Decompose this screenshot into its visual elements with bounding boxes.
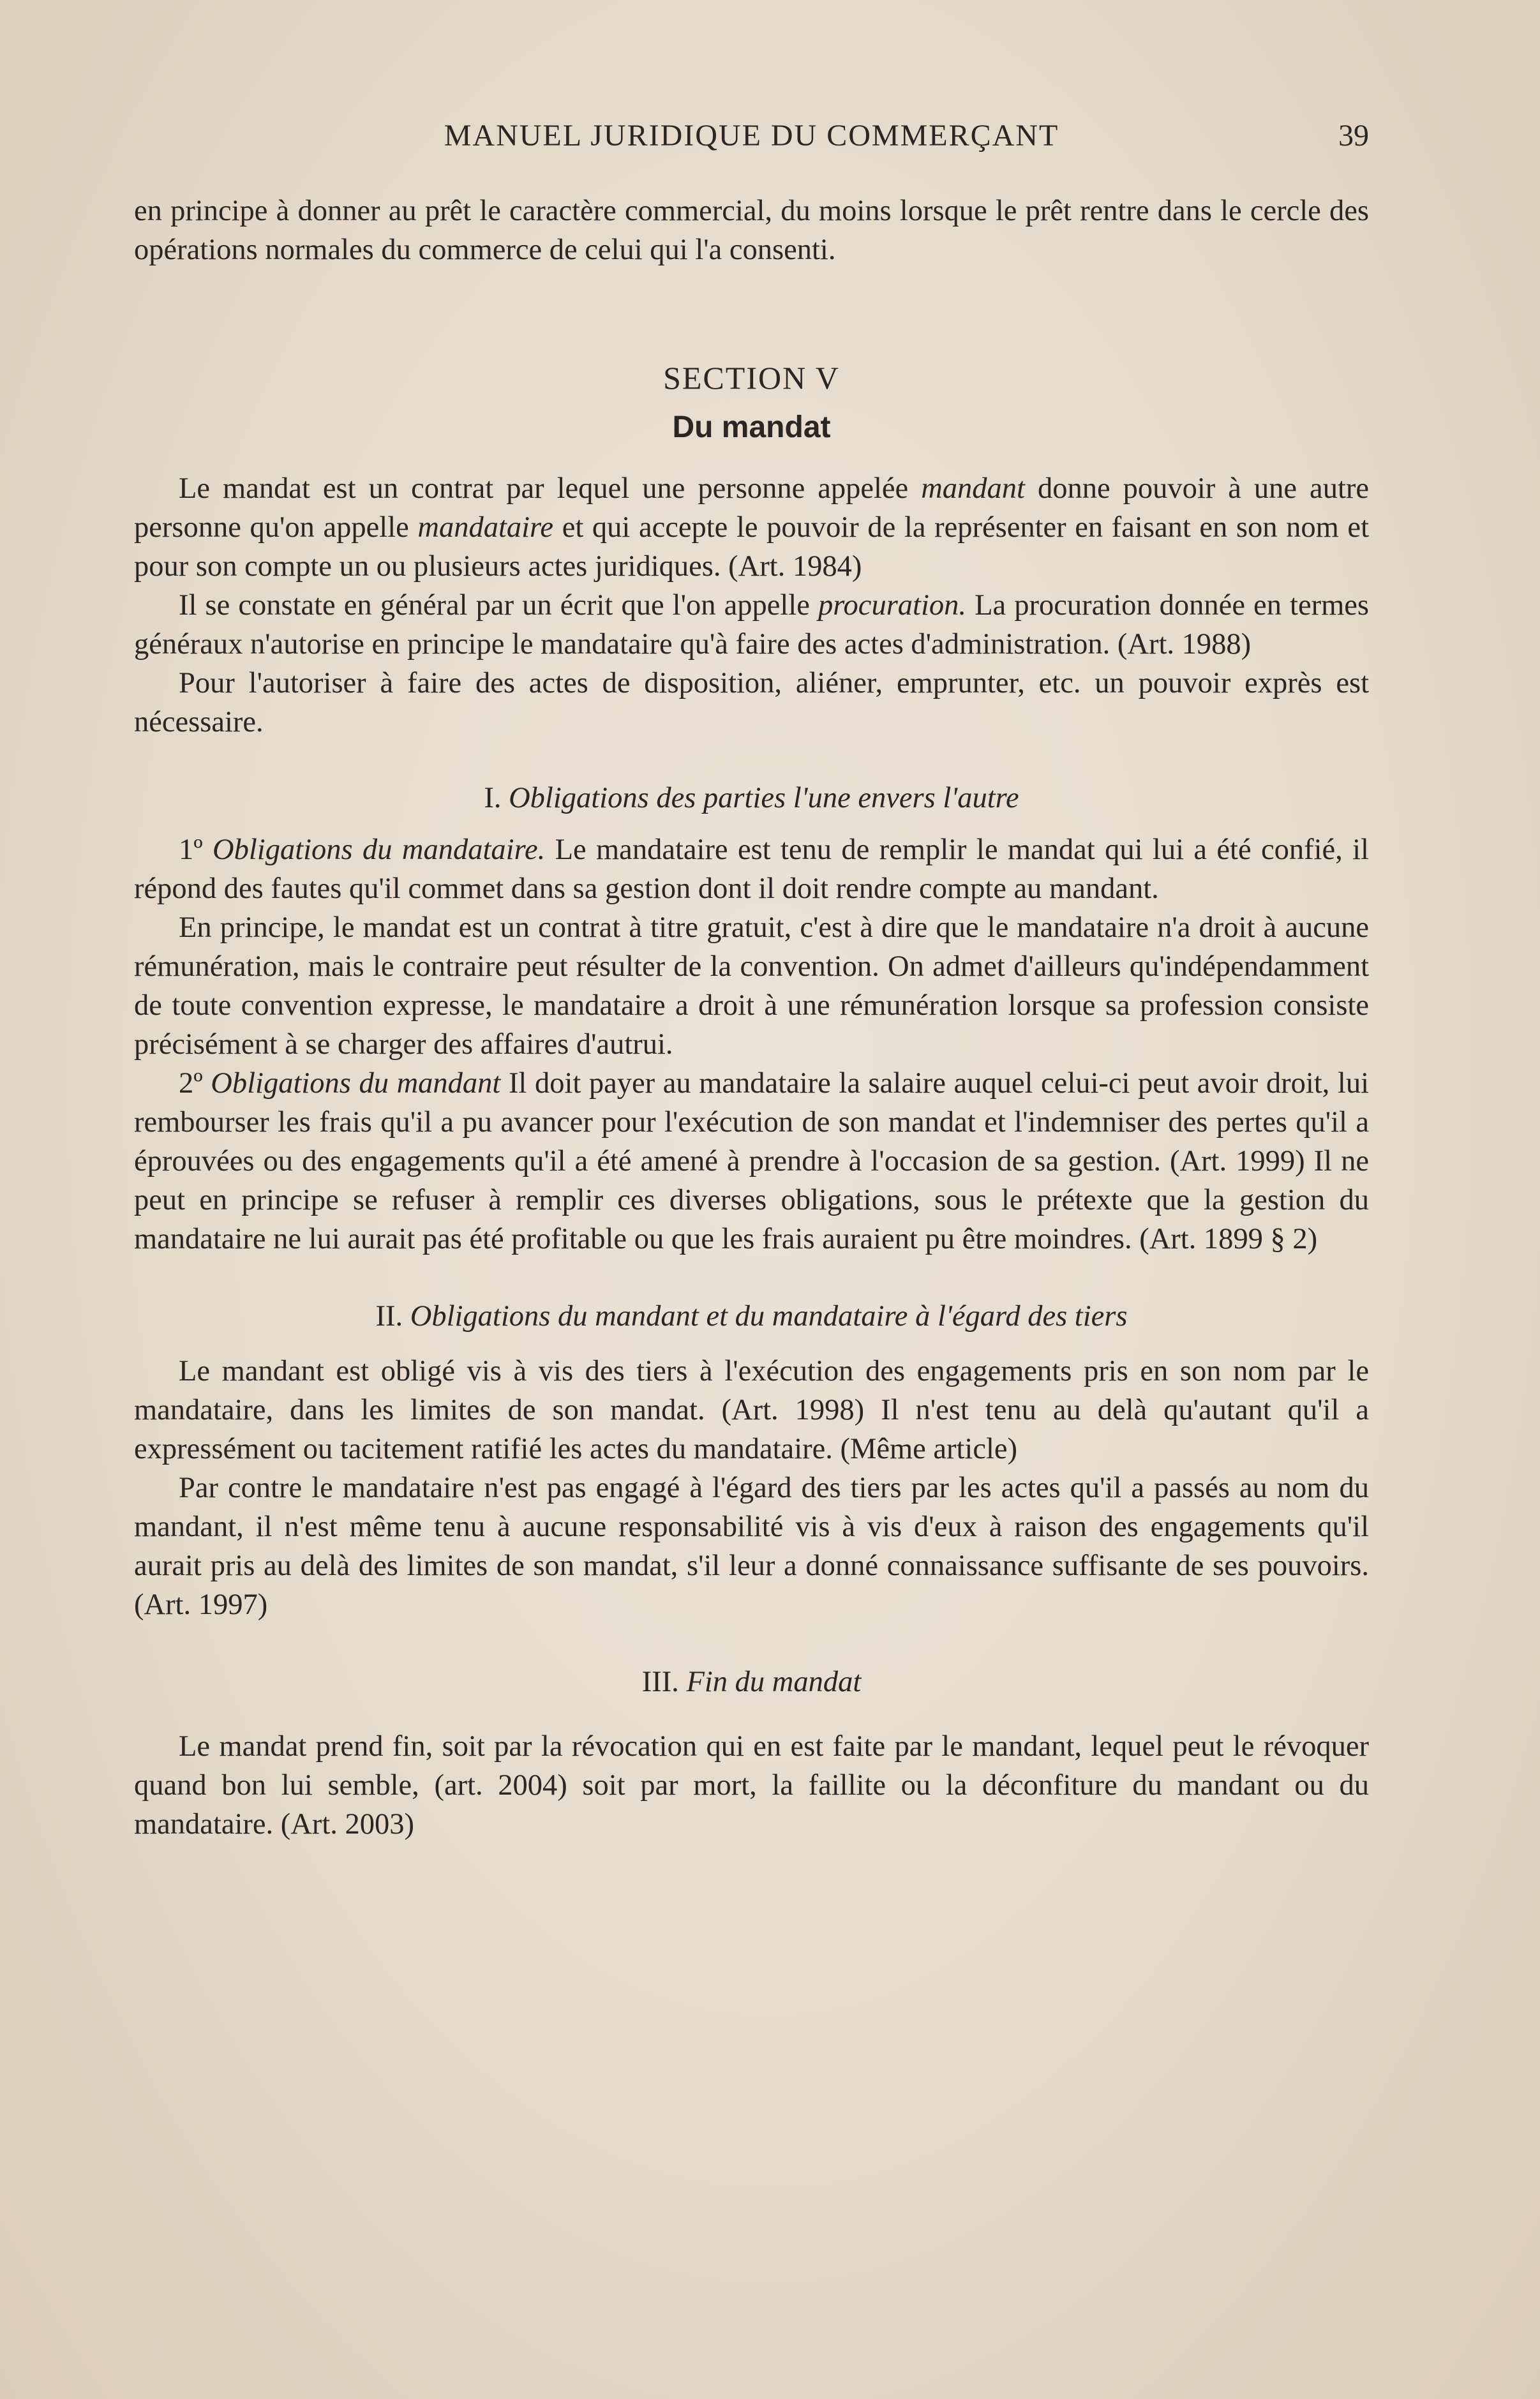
text-run: et qui accepte le pouvoir de la représenter en faisant en son nom et pour son compte un ou plusieurs actes juridiques. (Art. 1984)	[134, 511, 1369, 583]
running-title: MANUEL JURIDIQUE DU COMMERÇANT	[444, 119, 1059, 153]
subheading-fin-mandat	[134, 1663, 1369, 1701]
text-run: Le mandat est un contrat par lequel une personne appelée	[179, 472, 922, 505]
subheading-text: Obligations du mandant et du mandataire à l'égard des tiers	[410, 1300, 1128, 1333]
intro-paragraph: en principe à donner au prêt le caractère commercial, du moins lorsque le prêt rentre dans le cercle des opérations normales du commerce de celui qui l'a consenti.	[134, 195, 1369, 266]
item-number: 2º	[179, 1067, 211, 1100]
section-title: SECTION V	[663, 360, 840, 396]
term-mandant: mandant	[921, 472, 1025, 505]
subheading-text: Obligations des parties l'une envers l'autre	[509, 782, 1019, 814]
subheading-obligations-tiers	[134, 1297, 1369, 1336]
text-run: Il se constate en général par un écrit que l'on appelle	[179, 589, 818, 622]
term-procuration: procuration.	[818, 589, 967, 622]
page-number: 39	[1338, 119, 1369, 153]
term-mandataire: mandataire	[417, 511, 554, 544]
disposition-paragraph: Pour l'autoriser à faire des actes de disposition, aliéner, emprunter, etc. un pouvoir exprès est nécessaire.	[134, 667, 1369, 738]
subheading-number: II.	[375, 1300, 410, 1333]
procuration-paragraph	[134, 586, 1369, 664]
item-term: Obligations du mandataire.	[213, 833, 546, 866]
text-run: donne pouvoir à une autre personne qu'on appelle	[134, 472, 1369, 544]
fin-mandat-paragraph: Le mandat prend fin, soit par la révocation qui en est faite par le mandant, lequel peut le révoquer quand bon lui semble, (art. 2004) soit par mort, la faillite ou la déconfiture du mandant ou du mandataire. (Art. 2003)	[134, 1730, 1369, 1841]
mandant-obligations-paragraph	[134, 1064, 1369, 1259]
section-subtitle: Du mandat	[672, 410, 831, 444]
item-term: Obligations du mandant	[211, 1067, 501, 1100]
text-run: Il doit payer au mandataire la salaire auquel celui-ci peut avoir droit, lui rembourser les frais qu'il a pu avancer pour l'exécution de son mandat et l'indemniser des pertes qu'il a éprouvées ou des engagements qu'il a été amené à prendre à l'occasion de sa gestion. (Art. 1999) Il ne peut en principe se refuser à remplir ces diverses obligations, sous le prétexte que la gestion du mandataire ne lui aurait pas été profitable ou que les frais auraient pu être moindres. (Art. 1899 § 2)	[134, 1067, 1369, 1255]
subheading-text: Fin du mandat	[686, 1666, 862, 1698]
subheading-number: I.	[484, 782, 509, 814]
definition-paragraph	[134, 469, 1369, 586]
subheading-number: III.	[641, 1666, 687, 1698]
item-number: 1º	[179, 833, 213, 866]
remuneration-paragraph: En principe, le mandat est un contrat à titre gratuit, c'est à dire que le mandataire n'a droit à aucune rémunération, mais le contraire peut résulter de la convention. On admet d'ailleurs qu'indépendamment de toute convention expresse, le mandataire a droit à une rémunération lorsque sa profession consiste précisément à se charger des affaires d'autrui.	[134, 911, 1369, 1061]
page-body	[134, 191, 1369, 1844]
text-run: La procuration donnée en termes généraux n'autorise en principe le mandataire qu'à faire des actes d'administration. (Art. 1988)	[134, 589, 1369, 661]
running-header	[134, 114, 1369, 158]
subheading-obligations-parties	[134, 779, 1369, 818]
tiers-paragraph-1: Le mandant est obligé vis à vis des tiers à l'exécution des engagements pris en son nom par le mandataire, dans les limites de son mandat. (Art. 1998) Il n'est tenu au delà qu'autant qu'il a expressément ou tacitement ratifié les actes du mandataire. (Même article)	[134, 1355, 1369, 1465]
tiers-paragraph-2: Par contre le mandataire n'est pas engagé à l'égard des tiers par les actes qu'il a passés au nom du mandant, il n'est même tenu à aucune responsabilité vis à vis d'eux à raison des engagements qu'il aurait pris au delà des limites de son mandat, s'il leur a donné connaissance suffisante de ses pouvoirs. (Art. 1997)	[134, 1472, 1369, 1621]
text-run: Le mandataire est tenu de remplir le mandat qui lui a été confié, il répond des fautes qu'il commet dans sa gestion dont il doit rendre compte au mandant.	[134, 833, 1369, 905]
mandataire-obligations-paragraph	[134, 830, 1369, 908]
